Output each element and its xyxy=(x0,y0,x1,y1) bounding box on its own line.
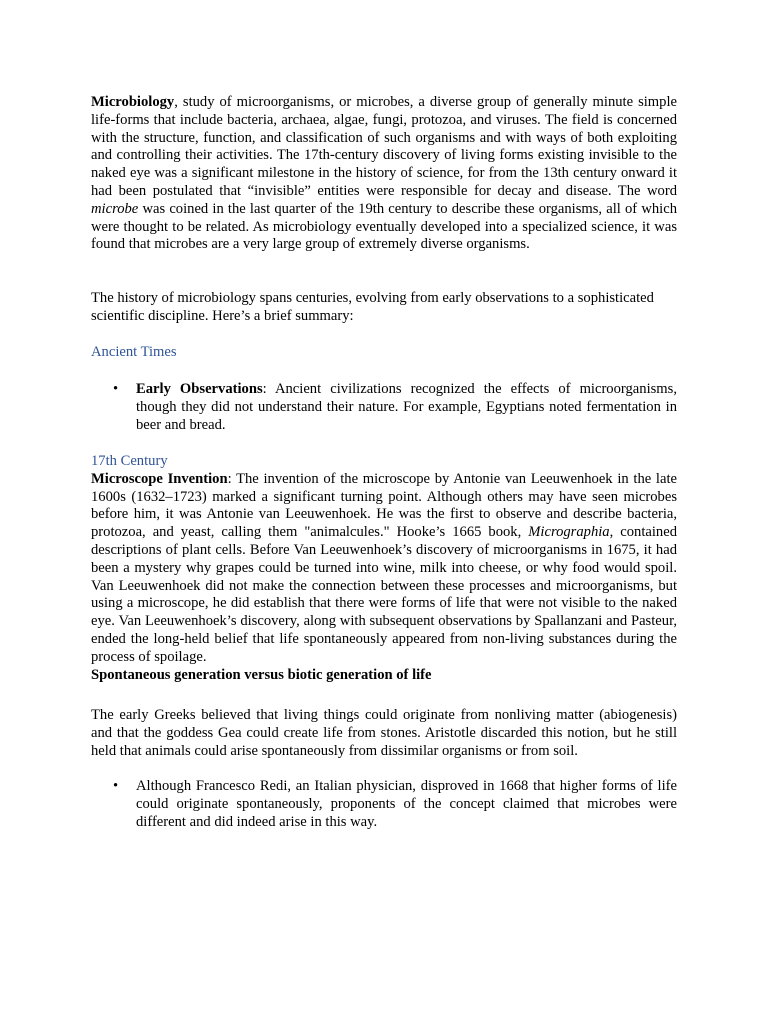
spontaneous-heading: Spontaneous generation versus biotic generation of life xyxy=(91,666,432,683)
century17-text-2: , contained descriptions of plant cells. Before Van Leeuwenhoek’s discovery of microorganisms in 1675, it had been a mystery why grapes could be turned into wine, milk into cheese, or why food would spoil. Van Leeuwenhoek did not make the connection between these processes and microorganisms, but using a microscope, he did establish that there were forms of life that were not visible to the naked eye. Van Leeuwenhoek’s discovery, along with subsequent observations by Spallanzani and Pasteur, ended the long-held belief that life spontaneously appeared from non-living substances during the process of spoilage. xyxy=(91,524,677,665)
ancient-times-heading: Ancient Times xyxy=(91,344,177,360)
intro-term: Microbiology xyxy=(91,94,175,110)
spontaneous-bullet-item xyxy=(136,778,677,831)
intro-paragraph xyxy=(91,94,677,254)
intro-text-1: , study of microorganisms, or microbes, a diverse group of generally minute simple life-forms that include bacteria, archaea, algae, fungi, protozoa, and viruses. The field is concerned with the structure, function, and classification of such organisms and with ways of both exploiting and controlling their activities. The 17th-century discovery of living forms existing invisible to the naked eye was a significant milestone in the history of science, for from the 13th century onward it had been postulated that “invisible” entities were responsible for decay and disease. The word xyxy=(91,94,677,199)
century17-text-1: : The invention of the microscope by Antonie van Leeuwenhoek in the late 1600s (1632–1723) marked a significant turning point. Although others may have seen microbes before him, it was Antonie van Leeuwenhoek. He was the first to observe and describe bacteria, protozoa, and yeast, calling them "animalcules." Hooke’s 1665 book, xyxy=(91,470,677,541)
spontaneous-bullet-text: Although Francesco Redi, an Italian physician, disproved in 1668 that higher forms of life could originate spontaneously, proponents of the concept claimed that microbes were different and did indeed arise in this way. xyxy=(136,778,677,830)
century17-italic-word: Micrographia xyxy=(528,524,610,541)
century17-section xyxy=(91,453,677,684)
ancient-bullet-item xyxy=(136,381,677,434)
century17-heading: 17th Century xyxy=(91,453,168,469)
ancient-bullet-term: Early Observations xyxy=(136,381,263,397)
history-summary-paragraph xyxy=(91,290,677,326)
century17-term: Microscope Invention xyxy=(91,470,228,487)
intro-italic-word: microbe xyxy=(91,200,139,217)
ancient-bullet-text: : Ancient civilizations recognized the effects of microorganisms, though they did not understand their nature. For example, Egyptians noted fermentation in beer and bread. xyxy=(136,381,677,433)
history-summary-text: The history of microbiology spans centuries, evolving from early observations to a sophisticated scientific discipline. Here’s a brief summary: xyxy=(91,290,654,324)
spontaneous-text: The early Greeks believed that living things could originate from nonliving matter (abiogenesis) and that the goddess Gea could create life from stones. Aristotle discarded this notion, but he still held that animals could arise spontaneously from dissimilar organisms or from soil. xyxy=(91,707,677,759)
bullet-dot: • xyxy=(113,778,119,794)
spontaneous-paragraph xyxy=(91,707,677,760)
intro-text-2: was coined in the last quarter of the 19th century to describe these organisms, all of which were thought to be related. As microbiology eventually developed into a specialized science, it was found that microbes are a very large group of extremely diverse organisms. xyxy=(91,200,677,253)
bullet-dot: • xyxy=(113,381,119,397)
ancient-times-section xyxy=(91,344,677,362)
